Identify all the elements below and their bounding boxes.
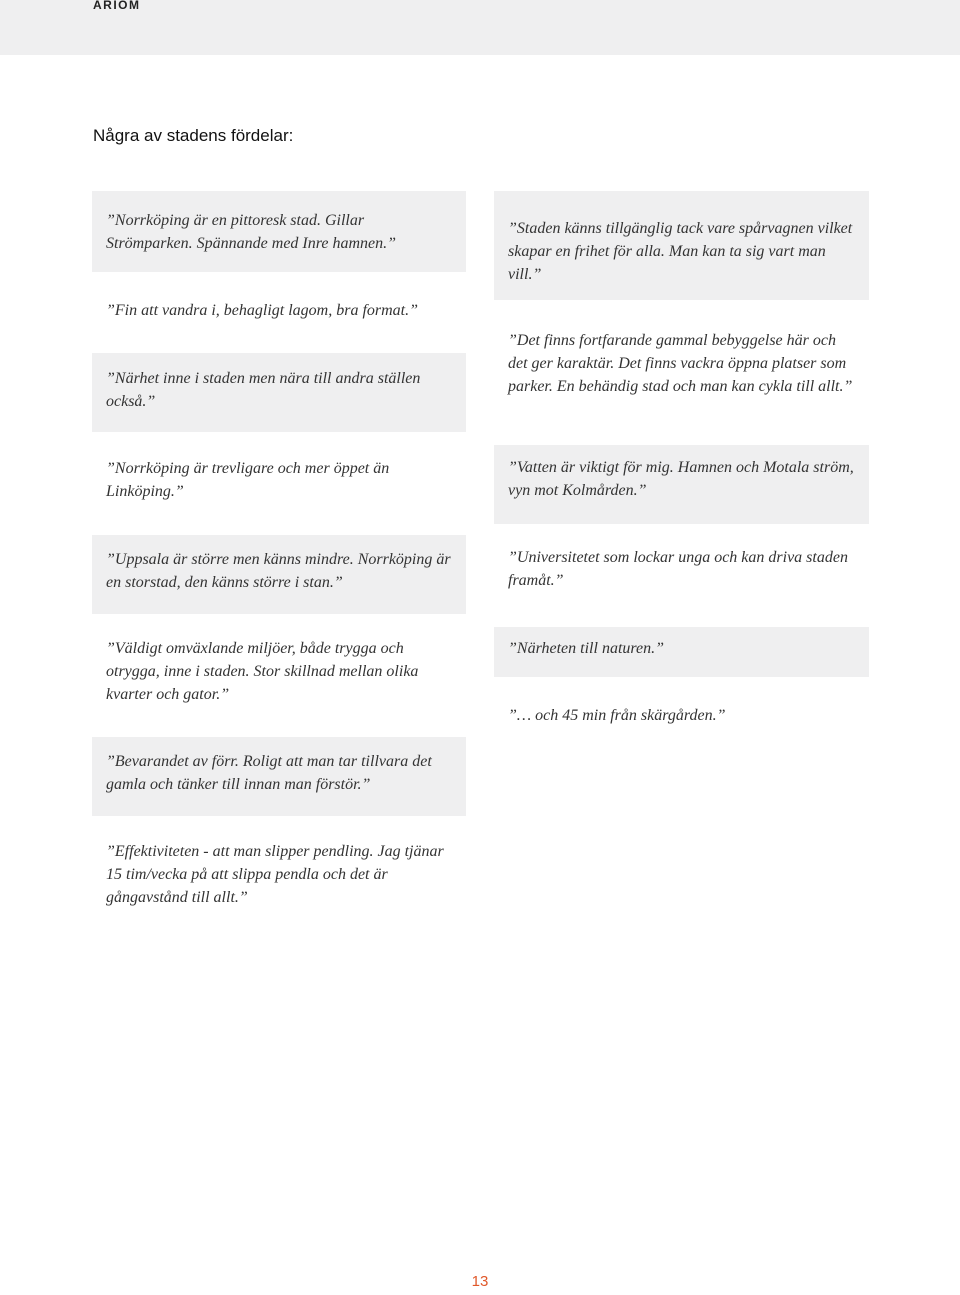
quote-box [494,445,869,524]
quote-text: ”Bevarandet av förr. Roligt att man tar tillvara det gamla och tänker till innan man förstör.” [106,753,432,793]
quote-text: ”Vatten är viktigt för mig. Hamnen och Motala ström, vyn mot Kolmården.” [508,459,854,499]
quote-text: ”Närheten till naturen.” [508,640,665,657]
quote-box [494,191,869,300]
quote-box [92,737,466,816]
quote-text: ”Närhet inne i staden men nära till andra ställen också.” [106,370,421,410]
quote-text: ”Norrköping är trevligare och mer öppet än Linköping.” [106,460,390,500]
quote-box [92,535,466,614]
quote-text: ”Universitetet som lockar unga och kan driva staden framåt.” [508,549,848,589]
page-number: 13 [471,1273,489,1290]
quote-text: ”Uppsala är större men känns mindre. Norrköping är en storstad, den känns större i stan.” [106,551,451,591]
quote-box [92,353,466,432]
quote-text: ”Fin att vandra i, behagligt lagom, bra format.” [106,302,419,319]
quote-text: ”… och 45 min från skärgården.” [508,707,726,724]
header-band [0,0,960,55]
quote-box [494,627,869,677]
quote-text: ”Det finns fortfarande gammal bebyggelse här och det ger karaktär. Det finns vackra öppna platser som parker. En behändig stad och man kan cykla till allt.” [508,332,853,395]
brand-label: ARIOM [93,0,141,12]
quote-text: ”Staden känns tillgänglig tack vare spårvagnen vilket skapar en frihet för alla. Man kan ta sig vart man vill.” [508,220,853,283]
quote-box [92,191,466,272]
quote-text: ”Effektiviteten - att man slipper pendling. Jag tjänar 15 tim/vecka på att slippa pendla och det är gångavstånd till allt.” [106,843,444,906]
section-heading: Några av stadens fördelar: [93,126,294,145]
quote-text: ”Väldigt omväxlande miljöer, både trygga och otrygga, inne i staden. Stor skillnad mellan olika kvarter och gator.” [106,640,419,703]
quote-text: ”Norrköping är en pittoresk stad. Gillar Strömparken. Spännande med Inre hamnen.” [106,212,397,252]
